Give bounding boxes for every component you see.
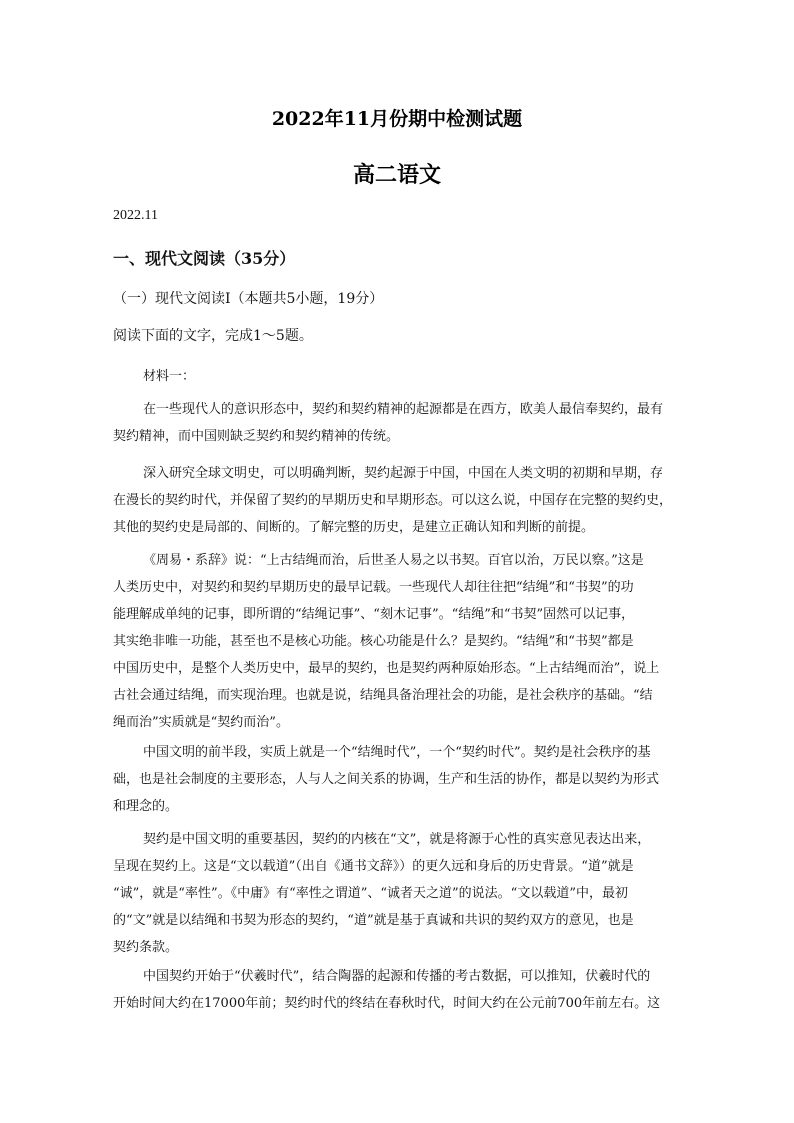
paragraph-2	[113, 460, 701, 541]
section-heading: 一、现代文阅读（35分）	[113, 249, 296, 268]
paragraph-line: 础，也是社会制度的主要形态，人与人之间关系的协调，生产和生活的协作，都是以契约为形式	[113, 772, 660, 787]
paragraph-line: 古社会通过结绳，而实现治理。也就是说，结绳具备治理社会的功能，是社会秩序的基础。“结	[113, 688, 653, 703]
paragraph-line: “诚”，就是“率性”。《中庸》有“率性之谓道”、“诚者天之道”的说法。“文以载道”中，最初	[113, 886, 628, 901]
paragraph-line: 《周易・系辞》说：“上古结绳而治，后世圣人易之以书契。百官以治，万民以察。”这是	[143, 553, 644, 568]
paragraph-line: 契约条款。	[113, 940, 179, 955]
paragraph-line: 和理念的。	[113, 799, 179, 814]
paragraph-line: 绳而治”实质就是“契约而治”。	[113, 715, 289, 730]
exam-title: 2022年11月份期中检测试题	[271, 108, 523, 130]
paragraph-line: 人类历史中，对契约和契约早期历史的最早记载。一些现代人却往往把“结绳”和“书契”的功	[113, 580, 634, 595]
paragraph-3	[113, 547, 701, 736]
paragraph-line: 在一些现代人的意识形态中，契约和契约精神的起源都是在西方，欧美人最信奉契约，最有	[143, 402, 664, 417]
paragraph-line: 的“文”就是以结绳和书契为形态的契约，“道”就是基于真诚和共识的契约双方的意见，也是	[113, 913, 634, 928]
paragraph-line: 中国历史中，是整个人类历史中，最早的契约，也是契约两种原始形态。“上古结绳而治”，说上	[113, 661, 660, 676]
paragraph-line: 契约是中国文明的重要基因，契约的内核在“文”，就是将源于心性的真实意见表达出来，	[143, 832, 651, 847]
exam-date: 2022.11	[113, 208, 158, 223]
material-label: 材料一：	[143, 369, 196, 384]
paragraph-line: 中国契约开始于“伏羲时代”，结合陶器的起源和传播的考古数据，可以推知，伏羲时代的	[143, 969, 651, 984]
reading-instruction: 阅读下面的文字，完成1～5题。	[113, 328, 313, 344]
paragraph-line: 在漫长的契约时代，并保留了契约的早期历史和早期形态。可以这么说，中国存在完整的契约史，	[113, 493, 673, 508]
paragraph-line: 中国文明的前半段，实质上就是一个“结绳时代”，一个“契约时代”。契约是社会秩序的基	[143, 745, 651, 760]
paragraph-6	[113, 963, 701, 1017]
paragraph-5	[113, 826, 701, 961]
paragraph-line: 契约精神，而中国则缺乏契约和契约精神的传统。	[113, 429, 400, 444]
section-subheading: （一）现代文阅读Ⅰ（本题共5小题，19分）	[113, 291, 384, 307]
paragraph-4	[113, 739, 701, 820]
paragraph-line: 其他的契约史是局部的、间断的。了解完整的历史，是建立正确认知和判断的前提。	[113, 520, 595, 535]
paragraph-line: 能理解成单纯的记事，即所谓的“结绳记事”、“刻木记事”。“结绳”和“书契”固然可以记事，	[113, 607, 635, 622]
paragraph-line: 其实绝非唯一功能，甚至也不是核心功能。核心功能是什么？是契约。“结绳”和“书契”都是	[113, 634, 634, 649]
paragraph-line: 深入研究全球文明史，可以明确判断，契约起源于中国，中国在人类文明的初期和早期，存	[143, 466, 664, 481]
paragraph-line: 开始时间大约在17000年前；契约时代的终结在春秋时代，时间大约在公元前700年前左右。这	[113, 996, 661, 1011]
paragraph-line: 呈现在契约上。这是“文以载道”（出自《通书文辞》）的更久远和身后的历史背景。“道”就是	[113, 859, 634, 874]
exam-subject: 高二语文	[352, 162, 441, 188]
paragraph-1	[113, 396, 701, 450]
